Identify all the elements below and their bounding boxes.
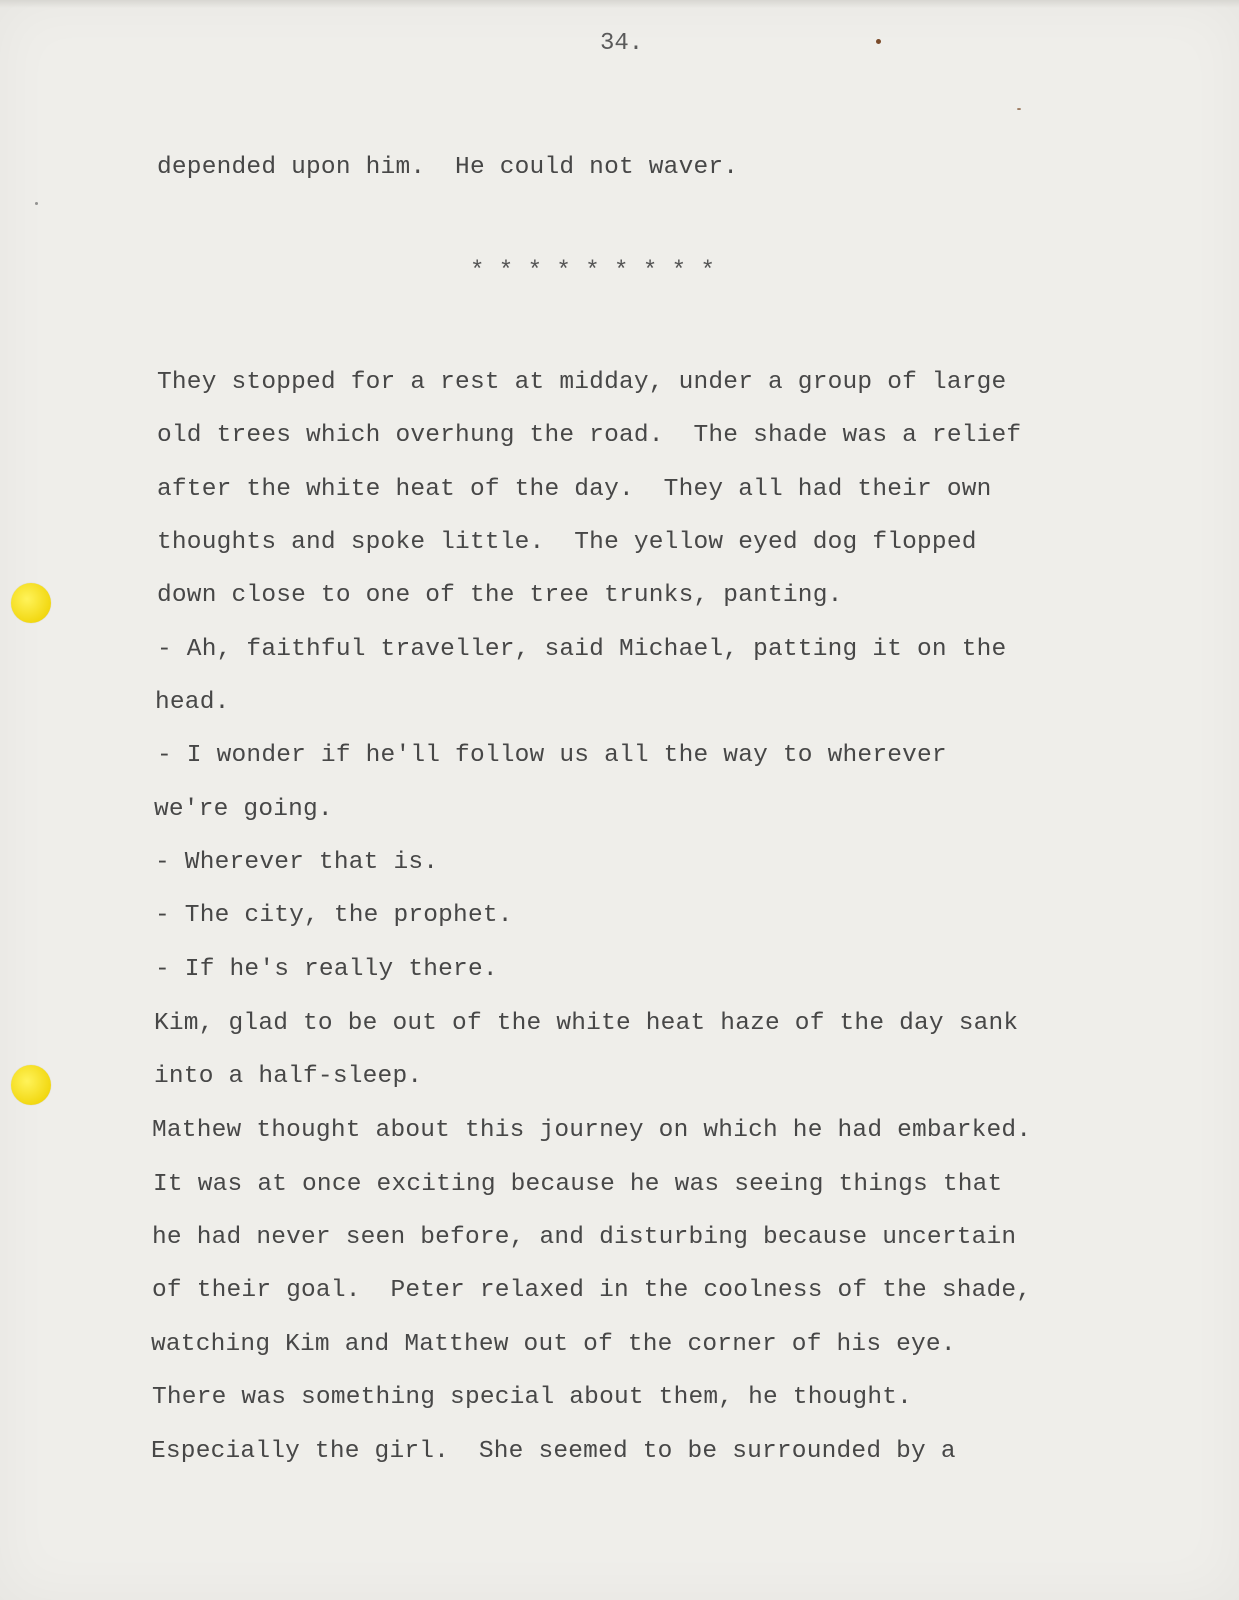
text-line: thoughts and spoke little. The yellow eyed dog flopped bbox=[157, 529, 977, 556]
text-line: - The city, the prophet. bbox=[155, 902, 513, 929]
text-line: of their goal. Peter relaxed in the coolness of the shade, bbox=[152, 1277, 1032, 1304]
text-line: depended upon him. He could not waver. bbox=[157, 154, 739, 181]
page-number: 34. bbox=[600, 30, 644, 57]
text-line: It was at once exciting because he was seeing things that bbox=[153, 1171, 1003, 1198]
text-line: There was something special about them, he thought. bbox=[152, 1384, 913, 1411]
text-line: he had never seen before, and disturbing because uncertain bbox=[152, 1224, 1017, 1251]
text-line: after the white heat of the day. They all had their own bbox=[157, 476, 992, 503]
text-line: - I wonder if he'll follow us all the way to wherever bbox=[157, 742, 947, 769]
text-line: down close to one of the tree trunks, panting. bbox=[157, 582, 843, 609]
text-line: old trees which overhung the road. The shade was a relief bbox=[157, 422, 1022, 449]
text-line: - If he's really there. bbox=[155, 956, 498, 983]
text-line: Kim, glad to be out of the white heat haze of the day sank bbox=[154, 1010, 1019, 1037]
paper-speck bbox=[35, 202, 38, 205]
text-line: Especially the girl. She seemed to be surrounded by a bbox=[151, 1438, 956, 1465]
text-line: head. bbox=[155, 689, 230, 716]
text-line: - Ah, faithful traveller, said Michael, patting it on the bbox=[157, 636, 1007, 663]
text-line: - Wherever that is. bbox=[155, 849, 439, 876]
text-line: Mathew thought about this journey on which he had embarked. bbox=[152, 1117, 1032, 1144]
text-line: watching Kim and Matthew out of the corner of his eye. bbox=[151, 1331, 956, 1358]
paper-speck bbox=[1017, 108, 1021, 110]
binder-hole-reinforcement bbox=[11, 583, 51, 623]
paper-speck bbox=[876, 39, 881, 44]
binder-hole-reinforcement bbox=[11, 1065, 51, 1105]
text-line: into a half-sleep. bbox=[154, 1063, 423, 1090]
text-line: They stopped for a rest at midday, under a group of large bbox=[157, 369, 1007, 396]
page-edge-shadow bbox=[0, 0, 1239, 8]
text-line: we're going. bbox=[154, 796, 333, 823]
section-separator: * * * * * * * * * bbox=[470, 258, 715, 285]
